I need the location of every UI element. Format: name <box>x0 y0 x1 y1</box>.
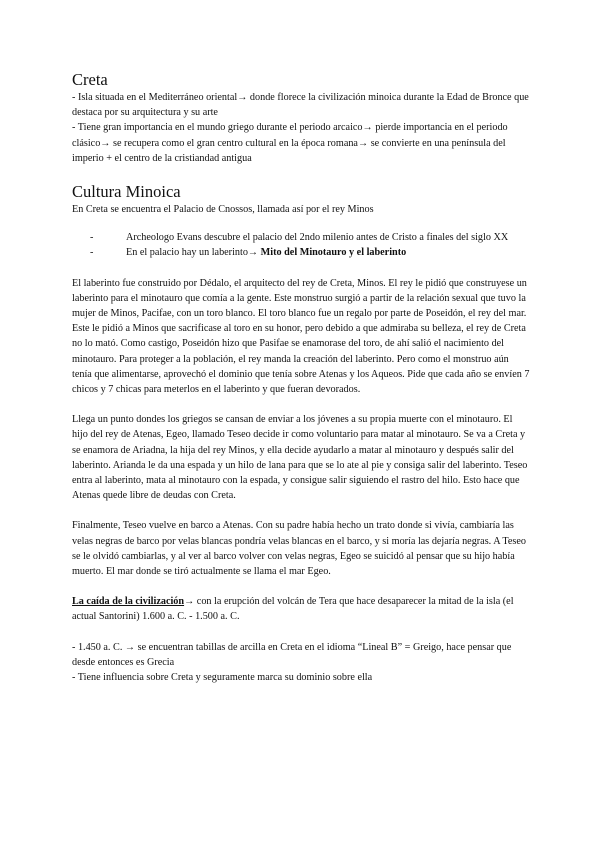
paragraph-egeo: Finalmente, Teseo vuelve en barco a Atenas. Con su padre había hecho un trato donde si vivía, cambiaría las velas negras de barco por velas blancas pondría velas blancas en el barco, y si moría las dejaría negras. A Teseo se le olvidó cambiarlas, y al ver al barco volver con velas negras, Egeo se suicidó al pensar que su hijo había muerto. El mar donde se tiró actualmente se llama el mar Egeo. <box>72 520 526 578</box>
caida-heading: La caída de la civilización <box>72 596 185 608</box>
paragraph-laberinto: El laberinto fue construido por Dédalo, el arquitecto del rey de Creta, Minos. El rey le pidió que construyese un laberinto para el minotauro que comía a la gente. Este monstruo surgió a partir de la relación sexual que tuvo la mujer de Minos, Pacifae, con un toro blanco. El toro blanco fue un regalo por parte de Poseidón, el rey del mar. Este le pidió a Minos que sacrificase al toro en su honor, pero debido a que admiraba su belleza, el rey de Creta no lo mató. Como castigo, Poseidón hizo que Pasifae se enamorase del toro, de ahí salió el nacimiento del minotauro. Para proteger a la población, el rey manda la creación del laberinto. Pero como el monstruo aún tenía que alimentarse, aprovechó el dominio que tenía sobre Atenas y los Aqueos. Pide que cada año se envíen 7 chicos y 7 chicas para meterlos en el laberinto y que fueran devorados. <box>72 277 530 396</box>
minoica-bullet-list <box>72 230 530 260</box>
lineal-b-line-2: - Tiene influencia sobre Creta y seguramente marca su dominio sobre ella <box>72 672 373 684</box>
bullet-text: En el palacio hay un laberinto→ <box>126 247 261 259</box>
bullet-bold-text: Mito del Minotauro y el laberinto <box>260 247 407 259</box>
list-item <box>90 245 530 260</box>
creta-line-1: - Isla situada en el Mediterráneo oriental→ donde florece la civilización minoica durante la Edad de Bronce que destaca por su arquitectura y su arte <box>72 92 529 119</box>
paragraph-teseo: Llega un punto dondes los griegos se cansan de enviar a los jóvenes a su propia muerte con el minotauro. El hijo del rey de Atenas, Egeo, llamado Teseo decide ir como voluntario para matar al minotauro. Se va a Creta y se enamora de Ariadna, la hija del rey Minos, y ella decide ayudarlo a matar al minotauro y después salir del laberinto. Arianda le da una espada y un hilo de lana para que se lo ate al pie y consiga salir del laberinto. Teseo entra al laberinto, mata al minotauro con la espada, y consigue salir siguiendo el rastro del hilo. Esto hace que Atenas quede libre de deudas con Creta. <box>72 414 528 502</box>
section-cultura-minoica <box>72 182 530 685</box>
heading-cultura-minoica: Cultura Minoica <box>72 182 181 202</box>
paragraph-caida <box>72 594 530 624</box>
lineal-b-line-1: - 1.450 a. C. → se encuentran tabillas de arcilla en Creta en el idioma “Lineal B” = Greigo, hace pensar que desde entonces es Grecia <box>72 641 512 668</box>
minoica-intro: En Creta se encuentra el Palacio de Cnossos, llamada así por el rey Minos <box>72 204 374 216</box>
list-item <box>90 230 530 245</box>
document-page <box>72 70 530 685</box>
section-creta <box>72 70 530 166</box>
caida-text: → con la erupción del volcán de Tera que hace desaparecer la mitad de la isla (el actual Santorini) 1.600 a. C. - 1.500 a. C. <box>72 596 514 623</box>
heading-creta: Creta <box>72 70 108 89</box>
creta-line-2: - Tiene gran importancia en el mundo griego durante el periodo arcaico→ pierde importancia en el periodo clásico→ se recupera como el gran centro cultural en la época romana→ se convierte en una península del imperio + el centro de la cristiandad antigua <box>72 122 508 164</box>
bullet-text: Archeologo Evans descubre el palacio del 2ndo milenio antes de Cristo a finales del siglo XX <box>126 232 509 244</box>
